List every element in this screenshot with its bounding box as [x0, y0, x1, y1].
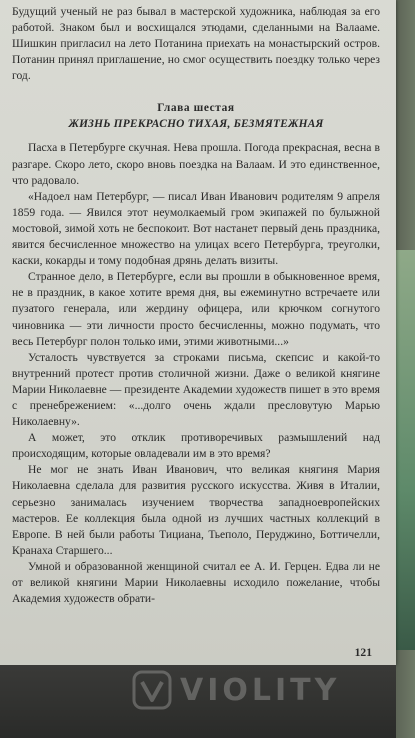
- background-green-object: [393, 250, 415, 650]
- paragraph-7: Умной и образованной женщиной считал ее А. И. Герцен. Едва ли не от великой княгини Марии Николаевны исходило пожелание, чтобы Академия художеств обрати-: [12, 559, 380, 606]
- paragraph-intro: Будущий ученый не раз бывал в мастерской художника, наблюдая за его работой. Знаком был и восхищался этюдами, сделанными на Валааме. Шишкин пригласил на лето Потанина приехать на монастырский остров. Потанин принял приглашение, но смог осуществить поездку только через год.: [12, 5, 380, 83]
- watermark-text: VIOLITY: [180, 672, 341, 708]
- chapter-title: ЖИЗНЬ ПРЕКРАСНО ТИХАЯ, БЕЗМЯТЕЖНАЯ: [68, 118, 324, 131]
- chapter-heading: [12, 100, 380, 132]
- paragraph-1: Пасха в Петербурге скучная. Нева прошла. Погода прекрасная, весна в разгаре. Скоро лето, скоро вновь поездка на Валаам. И это единственное, что радовало.: [12, 141, 380, 187]
- watermark: [132, 668, 402, 712]
- paragraph-4: Усталость чувствуется за строками письма, скепсис и какой-то внутренний протест против столичной жизни. Даже о великой княгине Марии Николаевне — президенте Академии художеств пишет в это время с пренебрежением: «...долго очень ждали пресловутую Марью Николаевну».: [12, 350, 380, 429]
- page-number: 121: [354, 646, 372, 659]
- paragraph-3: Странное дело, в Петербурге, если вы прошли в обыкновенное время, не в праздник, в какое хотите время дня, вы ежеминутно встречаете или пузатого генерала, или жердину офицера, или крючком согнутого чиновника — эти личности просто бесчисленны, можно подумать, что весь Петербург полон только ими, этими животными...»: [12, 270, 380, 348]
- chapter-label: Глава шестая: [157, 102, 235, 115]
- paragraph-2: «Надоел нам Петербург, — писал Иван Иванович родителям 9 апреля 1859 года. — Явился этот неумолкаемый гром экипажей по булыжной мостовой, зимой хоть не беспокоит. Вот настанет первый день праздника, явится бесчисленное множество на улицах всего Петербурга, треуголки, каски, кокарды и тому подобная дрянь делать визиты.: [12, 189, 380, 268]
- violity-logo-icon: [132, 670, 172, 710]
- paragraph-5: А может, это отклик противоречивых размышлений над происходящим, которые овладевали им в это время?: [12, 431, 380, 461]
- page-text: [12, 4, 380, 607]
- paragraph-6: Не мог не знать Иван Иванович, что великая княгиня Мария Николаевна сделала для развития русского искусства. Живя в Италии, серьезно занималась изучением творчества западноевропейских мастеров. Ее коллекция была одной из лучших частных коллекций в Европе. В ней были работы Тициана, Тьеполо, Перуджино, Боттичелли, Кранаха Старшего...: [12, 463, 380, 557]
